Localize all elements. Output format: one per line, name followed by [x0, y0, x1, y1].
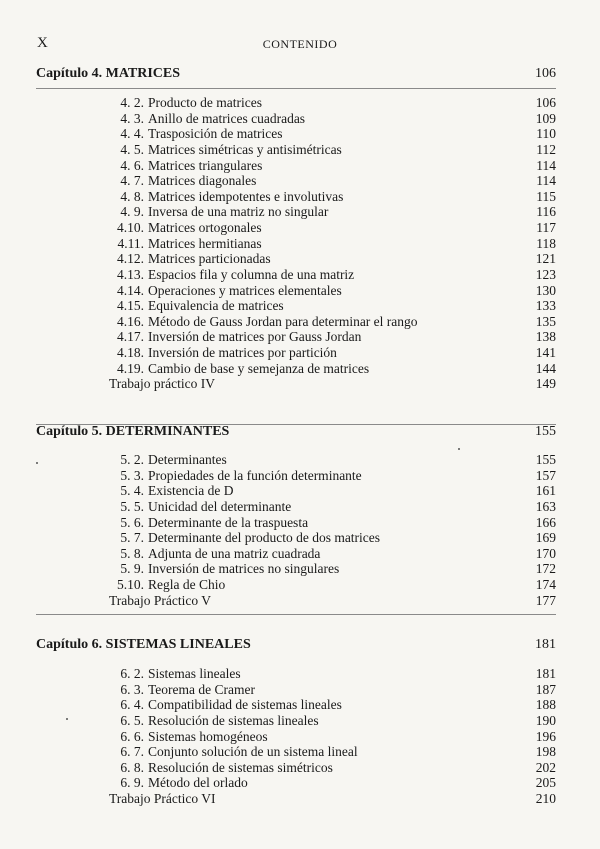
section-title: Matrices triangulares	[148, 157, 263, 173]
practice-page: 149	[535, 376, 556, 392]
section-list	[0, 95, 600, 392]
section-number: 4.15.	[117, 298, 144, 314]
toc-entry	[0, 561, 600, 577]
chapter-page: 181	[535, 637, 556, 652]
toc-entry	[0, 204, 600, 220]
section-title: Cambio de base y semejanza de matrices	[148, 360, 370, 376]
section-page: 169	[535, 530, 556, 546]
toc-entry	[0, 760, 600, 776]
section-page: 115	[536, 188, 556, 204]
section-page: 181	[535, 666, 556, 681]
section-page: 118	[536, 235, 556, 251]
section-title: Espacios fila y columna de una matriz	[148, 266, 355, 282]
section-title: Inversión de matrices no singulares	[148, 561, 340, 577]
section-title: Compatibilidad de sistemas lineales	[148, 697, 342, 713]
section-page: 114	[536, 157, 556, 173]
section-page: 205	[535, 775, 556, 791]
section-title: Determinantes	[148, 452, 227, 467]
page-title: CONTENIDO	[262, 37, 338, 51]
toc-entry	[0, 126, 600, 142]
chapter-page: 106	[535, 66, 556, 81]
section-title: Determinante del producto de dos matrices	[148, 530, 381, 546]
toc-entry	[0, 329, 600, 345]
chapter-heading	[36, 424, 556, 440]
section-page: 112	[536, 141, 556, 157]
chapter-heading	[36, 637, 556, 653]
section-number: 5. 2.	[120, 452, 144, 467]
practice-page: 177	[535, 592, 556, 608]
toc-entry	[0, 682, 600, 698]
section-title: Matrices idempotentes e involutivas	[148, 188, 344, 204]
section-number: 5. 3.	[120, 467, 144, 483]
section-number: 4.16.	[117, 313, 144, 329]
section-number: 4.11.	[117, 235, 144, 251]
section-title: Inversión de matrices por partición	[148, 345, 337, 360]
section-title: Adjunta de una matriz cuadrada	[148, 545, 321, 561]
section-number: 4. 9.	[120, 204, 144, 220]
section-page: 202	[535, 759, 556, 775]
toc-entry	[0, 729, 600, 745]
section-page: 166	[535, 514, 556, 530]
section-title: Matrices ortogonales	[148, 220, 262, 235]
section-number: 6. 2.	[120, 666, 144, 681]
chapter-divider	[36, 614, 556, 615]
section-title: Trasposición de matrices	[148, 126, 283, 142]
section-page: 163	[535, 498, 556, 514]
toc-entry	[0, 142, 600, 158]
section-title: Matrices simétricas y antisimétricas	[148, 141, 342, 157]
section-number: 5. 8.	[120, 545, 144, 561]
toc-entry	[0, 220, 600, 236]
section-number: 5. 9.	[120, 561, 144, 577]
section-page: 123	[535, 266, 556, 282]
toc-entry	[0, 345, 600, 361]
toc-entry	[0, 251, 600, 267]
chapter-label: Capítulo	[36, 66, 89, 81]
section-list	[0, 452, 600, 608]
chapter-page: 155	[535, 424, 556, 439]
section-page: 114	[536, 173, 556, 189]
practice-title: Trabajo Práctico V	[109, 592, 211, 608]
toc-entry	[0, 314, 600, 330]
toc-entry	[0, 158, 600, 174]
section-number: 5. 7.	[120, 530, 144, 546]
toc-entry	[0, 173, 600, 189]
toc-entry	[0, 452, 600, 468]
section-number: 4. 7.	[120, 173, 144, 189]
section-number: 4. 6.	[120, 157, 144, 173]
section-title: Equivalencia de matrices	[148, 298, 284, 314]
chapter-title: 4. MATRICES	[91, 66, 181, 81]
section-number: 4.13.	[117, 266, 144, 282]
chapter-divider	[36, 88, 556, 89]
section-number: 4. 2.	[120, 95, 144, 110]
section-number: 4.18.	[117, 345, 144, 360]
section-number: 4.17.	[117, 329, 144, 345]
section-number: 5. 4.	[120, 483, 144, 499]
section-number: 6. 6.	[120, 728, 144, 744]
practice-title: Trabajo práctico IV	[109, 376, 215, 392]
toc-entry	[0, 95, 600, 111]
section-page: 116	[536, 204, 556, 220]
section-page: 172	[535, 561, 556, 577]
section-page: 188	[535, 697, 556, 713]
section-title: Teorema de Cramer	[148, 681, 255, 697]
practice-title: Trabajo Práctico VI	[109, 791, 216, 806]
section-page: 138	[535, 329, 556, 345]
page-numeral: X	[37, 35, 48, 51]
chapter-title: 6. SISTEMAS LINEALES	[91, 637, 251, 652]
toc-entry	[0, 468, 600, 484]
toc-entry	[0, 267, 600, 283]
section-title: Operaciones y matrices elementales	[148, 282, 342, 298]
section-number: 4. 3.	[120, 110, 144, 126]
section-page: 161	[535, 483, 556, 499]
section-number: 6. 4.	[120, 697, 144, 713]
section-title: Anillo de matrices cuadradas	[148, 110, 306, 126]
section-page: 144	[535, 360, 556, 376]
chapter-label: Capítulo	[36, 637, 89, 652]
section-number: 5. 5.	[120, 498, 144, 514]
section-number: 4.10.	[117, 220, 144, 235]
section-page: 196	[535, 728, 556, 744]
section-list	[0, 666, 600, 807]
section-title: Sistemas homogéneos	[148, 728, 268, 744]
section-page: 155	[535, 452, 556, 467]
toc-entry	[0, 283, 600, 299]
section-title: Propiedades de la función determinante	[148, 467, 362, 483]
section-number: 4. 8.	[120, 188, 144, 204]
section-title: Unicidad del determinante	[148, 498, 292, 514]
section-page: 198	[535, 744, 556, 760]
toc-entry	[0, 361, 600, 377]
section-title: Matrices diagonales	[148, 173, 257, 189]
section-title: Inversa de una matriz no singular	[148, 204, 329, 220]
section-page: 109	[535, 110, 556, 126]
section-number: 5.10.	[117, 577, 144, 592]
section-number: 5. 6.	[120, 514, 144, 530]
section-number: 6. 9.	[120, 775, 144, 791]
toc-entry	[0, 189, 600, 205]
section-title: Inversión de matrices por Gauss Jordan	[148, 329, 362, 345]
section-number: 4. 4.	[120, 126, 144, 142]
practice-entry	[0, 791, 600, 807]
section-title: Producto de matrices	[148, 95, 262, 110]
practice-page: 210	[535, 791, 556, 806]
section-title: Matrices hermitianas	[148, 235, 262, 251]
section-number: 6. 8.	[120, 759, 144, 775]
chapter-label: Capítulo	[36, 424, 89, 439]
print-speck	[458, 448, 460, 450]
section-number: 4.19.	[117, 360, 144, 376]
section-title: Resolución de sistemas simétricos	[148, 759, 333, 775]
toc-entry	[0, 713, 600, 729]
toc-entry	[0, 515, 600, 531]
section-page: 133	[535, 298, 556, 314]
toc-entry	[0, 111, 600, 127]
section-number: 6. 7.	[120, 744, 144, 760]
toc-entry	[0, 530, 600, 546]
section-title: Método de Gauss Jordan para determinar el rango	[148, 313, 418, 329]
section-page: 130	[535, 282, 556, 298]
section-page: 117	[536, 220, 556, 235]
toc-entry	[0, 744, 600, 760]
section-number: 4. 5.	[120, 141, 144, 157]
section-page: 157	[535, 467, 556, 483]
section-page: 106	[535, 95, 556, 110]
section-page: 121	[535, 251, 556, 267]
section-page: 141	[535, 345, 556, 360]
toc-entry	[0, 775, 600, 791]
toc-entry	[0, 697, 600, 713]
section-title: Determinante de la traspuesta	[148, 514, 309, 530]
section-title: Existencia de D	[148, 483, 234, 499]
toc-entry	[0, 236, 600, 252]
toc-entry	[0, 577, 600, 593]
section-page: 190	[535, 712, 556, 728]
chapter-title: 5. DETERMINANTES	[91, 424, 230, 439]
practice-entry	[0, 593, 600, 609]
section-page: 170	[535, 545, 556, 561]
toc-entry	[0, 499, 600, 515]
section-number: 4.12.	[117, 251, 144, 267]
toc-entry	[0, 546, 600, 562]
section-page: 110	[536, 126, 556, 142]
section-title: Conjunto solución de un sistema lineal	[148, 744, 358, 760]
section-title: Método del orlado	[148, 775, 248, 791]
section-page: 135	[535, 313, 556, 329]
toc-entry	[0, 298, 600, 314]
practice-entry	[0, 376, 600, 392]
toc-entry	[0, 483, 600, 499]
chapter-heading	[36, 66, 556, 82]
section-title: Resolución de sistemas lineales	[148, 712, 319, 728]
toc-entry	[0, 666, 600, 682]
section-number: 6. 3.	[120, 681, 144, 697]
section-title: Matrices particionadas	[148, 251, 271, 267]
section-page: 187	[535, 681, 556, 697]
section-number: 4.14.	[117, 282, 144, 298]
section-title: Sistemas lineales	[148, 666, 241, 681]
section-number: 6. 5.	[120, 712, 144, 728]
section-title: Regla de Chio	[148, 577, 226, 592]
section-page: 174	[535, 577, 556, 592]
